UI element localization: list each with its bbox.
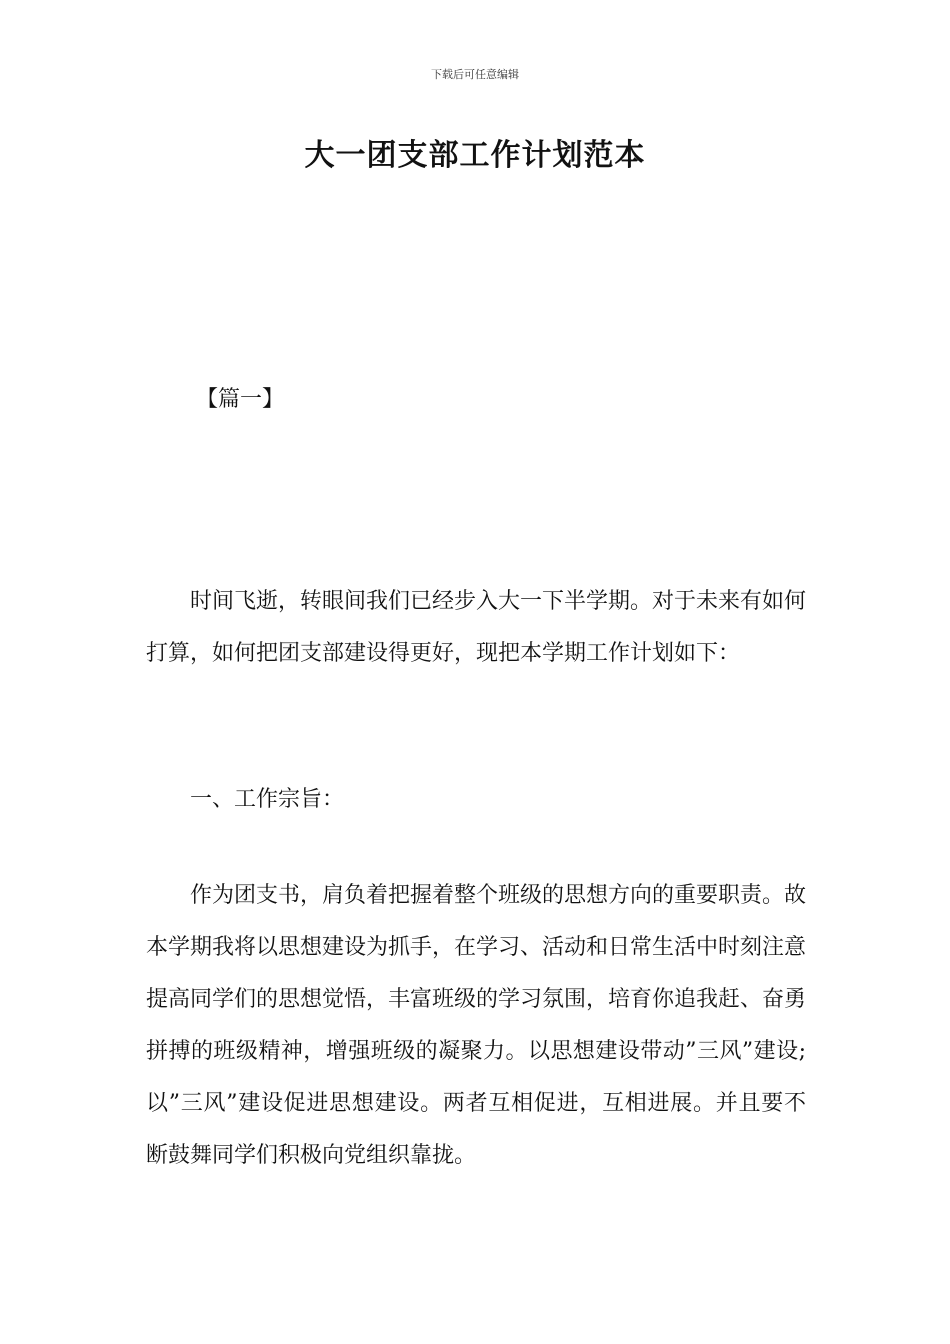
paragraph-purpose-body: 作为团支书，肩负着把握着整个班级的思想方向的重要职责。故本学期我将以思想建设为抓手，在学习、活动和日常生活中时刻注意提高同学们的思想觉悟，丰富班级的学习氛围，培育你追我赶、奋勇拼搏的班级精神，增强班级的凝聚力。以思想建设带动”三风”建设;以”三风”建设促进思想建设。两者互相促进，互相进展。并且要不断鼓舞同学们积极向党组织靠拢。 bbox=[146, 883, 807, 1168]
header-note: 下载后可任意编辑 bbox=[431, 68, 519, 81]
section-label: 【篇一】 bbox=[196, 387, 285, 412]
paragraph-heading-purpose: 一、工作宗旨： bbox=[190, 787, 345, 812]
paragraph-intro: 时间飞逝，转眼间我们已经步入大一下半学期。对于未来有如何打算，如何把团支部建设得更好，现把本学期工作计划如下： bbox=[146, 589, 807, 666]
document-title: 大一团支部工作计划范本 bbox=[304, 138, 646, 173]
